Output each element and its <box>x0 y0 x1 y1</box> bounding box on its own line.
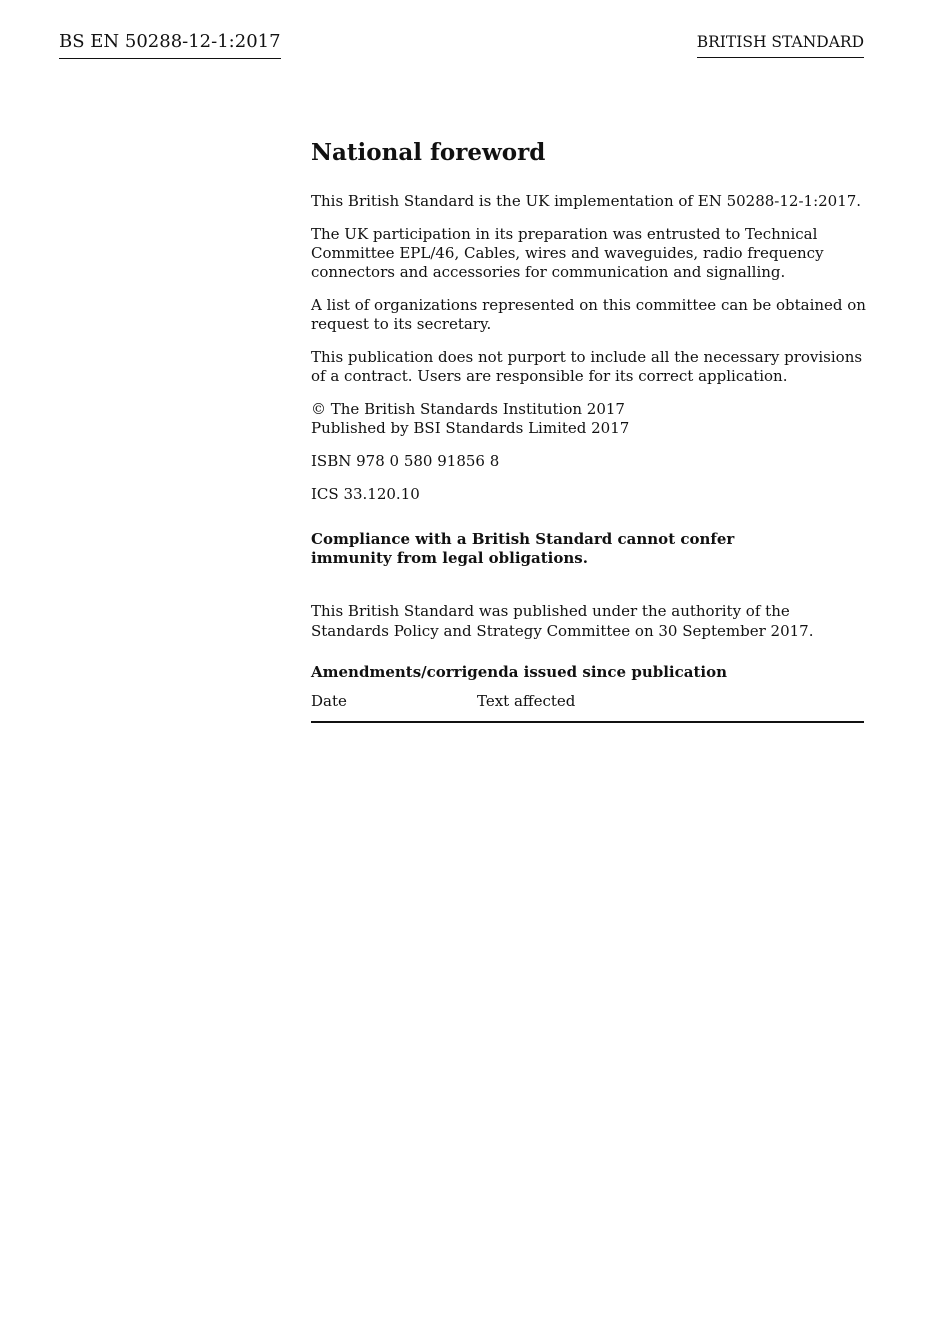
document-type: BRITISH STANDARD <box>697 32 864 58</box>
amendments-header-row <box>311 692 864 722</box>
document-id: BS EN 50288-12-1:2017 <box>59 31 281 59</box>
copyright-block <box>311 400 871 438</box>
implementation-paragraph: This British Standard is the UK implementation of EN 50288-12-1:2017. <box>311 192 862 210</box>
column-header-date: Date <box>311 692 477 722</box>
publisher-line: Published by BSI Standards Limited 2017 <box>311 419 630 437</box>
amendments-table <box>311 692 864 723</box>
committee-paragraph: The UK participation in its preparation was entrusted to Technical Committee EPL/46, Cables, wires and waveguides, radio frequency connectors and accessories for communication and signalling. <box>311 225 824 281</box>
isbn-line: ISBN 978 0 580 91856 8 <box>311 452 500 470</box>
organizations-paragraph: A list of organizations represented on this committee can be obtained on request to its secretary. <box>311 296 866 333</box>
amendments-title: Amendments/corrigenda issued since publication <box>311 663 727 681</box>
column-header-text-affected: Text affected <box>477 692 864 722</box>
copyright-line: © The British Standards Institution 2017 <box>311 400 625 418</box>
provisions-paragraph: This publication does not purport to include all the necessary provisions of a contract. Users are responsible for its correct application. <box>311 348 863 385</box>
authority-statement: This British Standard was published under the authority of the Standards Policy and Strategy Committee on 30 September 2017. <box>311 602 814 640</box>
national-foreword-section <box>311 138 871 723</box>
compliance-notice: Compliance with a British Standard cannot confer immunity from legal obligations. <box>311 530 735 567</box>
ics-line: ICS 33.120.10 <box>311 485 420 503</box>
page-title: National foreword <box>311 139 546 166</box>
